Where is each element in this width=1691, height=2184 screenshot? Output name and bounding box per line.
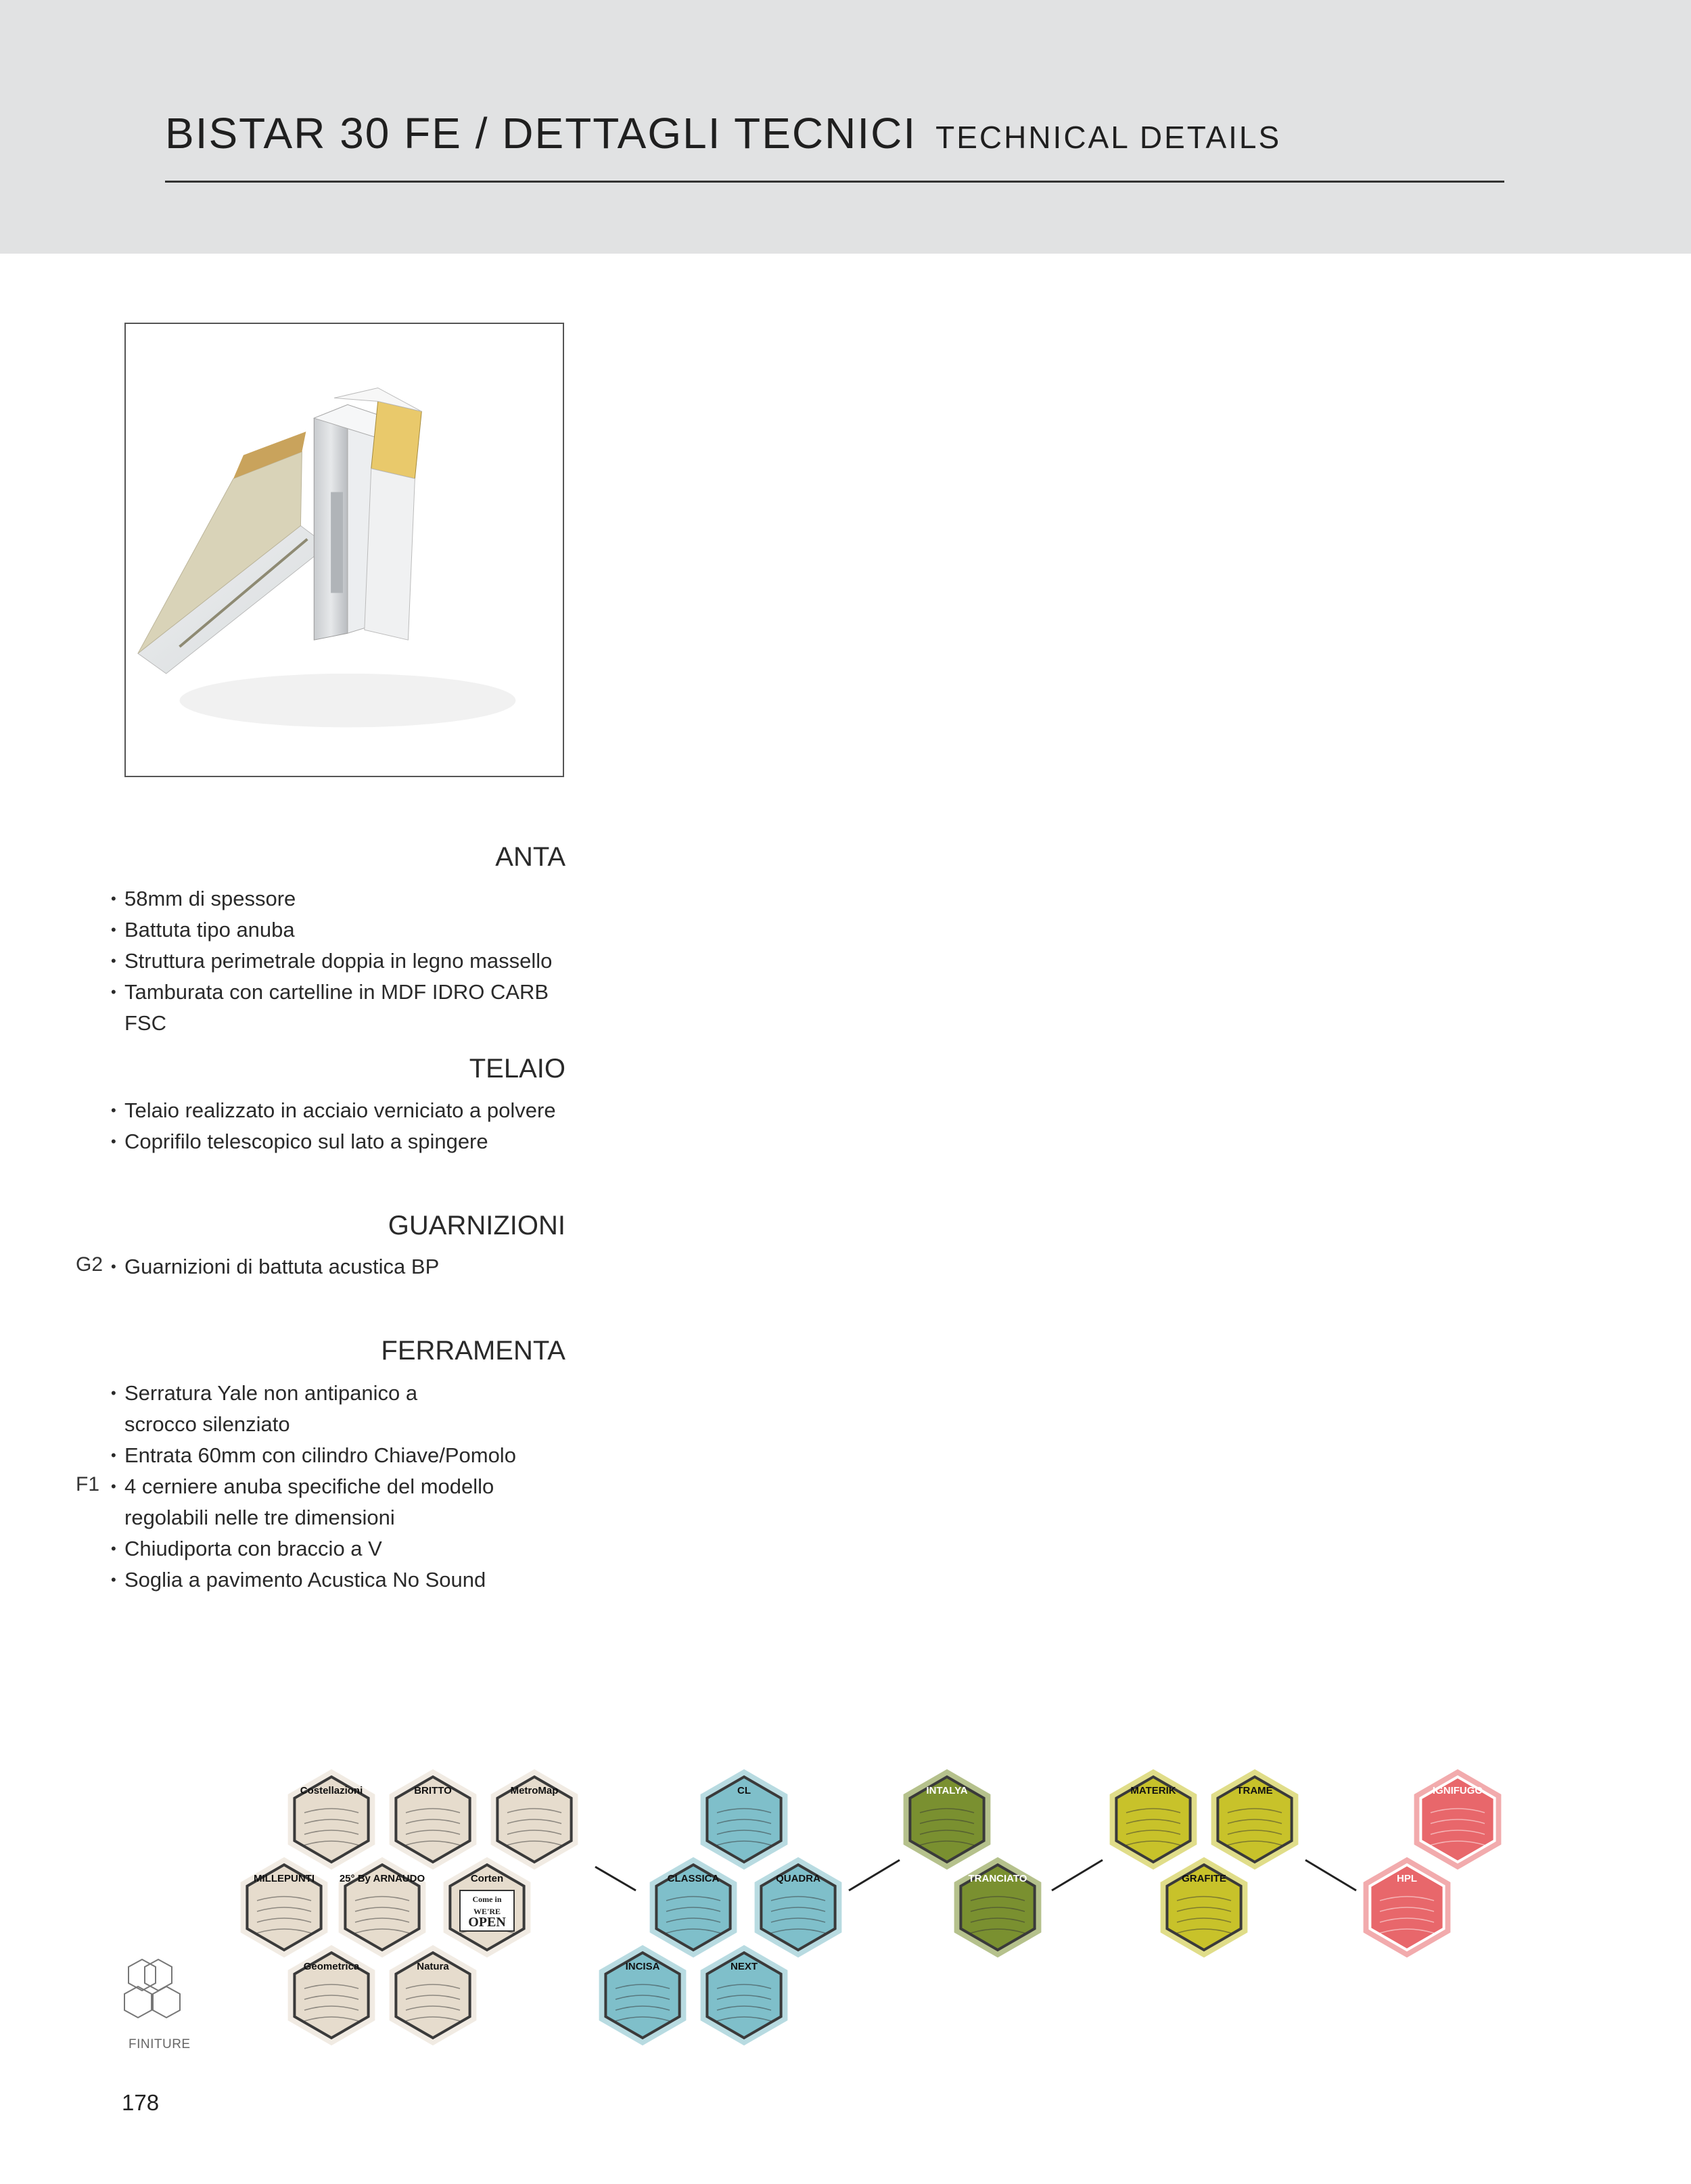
list-item: • Guarnizioni di battuta acustica BP — [111, 1251, 584, 1282]
door-cross-section-image — [124, 323, 564, 777]
finish-badge-geometrica — [289, 1947, 374, 2044]
finish-badge-natura — [391, 1947, 476, 2044]
finish-badge-intalya — [905, 1771, 990, 1868]
list-item-continuation: FSC — [124, 1011, 166, 1035]
finish-label: Corten — [470, 1873, 504, 1884]
list-item: • Serratura Yale non antipanico a — [111, 1378, 584, 1409]
finish-label: MetroMap — [510, 1785, 559, 1796]
finish-label: Natura — [417, 1961, 449, 1972]
spec-list-guarnizioni — [111, 1251, 584, 1282]
spec-list-telaio — [111, 1095, 584, 1157]
list-item: • Tamburata con cartelline in MDF IDRO CARB — [111, 977, 584, 1008]
finish-label: TRAME — [1236, 1785, 1273, 1796]
spec-list-ferramenta-3 — [111, 1533, 584, 1596]
finish-label: GRAFITE — [1182, 1873, 1226, 1884]
title-subtitle: TECHNICAL DETAILS — [935, 120, 1282, 155]
finish-label: INCISA — [625, 1961, 660, 1972]
spec-list-ferramenta — [111, 1378, 584, 1409]
section-heading-anta: ANTA — [495, 842, 565, 872]
spec-code-f1: F1 — [76, 1473, 100, 1495]
spec-list-anta — [111, 883, 584, 1008]
finish-label: Costellazioni — [300, 1785, 363, 1796]
finish-label: QUADRA — [776, 1873, 820, 1884]
finishes-diagram — [0, 1745, 1691, 2063]
title-divider — [165, 181, 1504, 183]
finish-badge-next — [702, 1947, 787, 2044]
finish-label: Geometrica — [303, 1961, 360, 1972]
list-item: • Coprifilo telescopico sul lato a spingere — [111, 1126, 584, 1157]
page-title — [165, 108, 1281, 176]
finish-label: IGNIFUGO — [1432, 1785, 1483, 1796]
finish-badge-millepunti — [242, 1859, 327, 1956]
section-heading-guarnizioni: GUARNIZIONI — [388, 1211, 565, 1240]
finish-label: CLASSICA — [667, 1873, 720, 1884]
list-item-continuation: scrocco silenziato — [124, 1412, 290, 1436]
group-connector-line — [1052, 1860, 1103, 1890]
finish-label: HPL — [1397, 1873, 1417, 1884]
finish-badge-ignifugo — [1416, 1771, 1500, 1868]
finish-badge-grafite — [1162, 1859, 1247, 1956]
finish-label: MATERIK — [1130, 1785, 1176, 1796]
title-main: BISTAR 30 FE / DETTAGLI TECNICI — [165, 109, 917, 158]
list-item: • Struttura perimetrale doppia in legno massello — [111, 946, 584, 977]
finish-badge-cl — [702, 1771, 787, 1868]
list-item: • 58mm di spessore — [111, 883, 584, 914]
list-item: • 4 cerniere anuba specifiche del modello — [111, 1471, 584, 1502]
group-connector-line — [1305, 1860, 1356, 1890]
list-item: • Battuta tipo anuba — [111, 914, 584, 946]
group-connector-line — [849, 1860, 900, 1890]
finish-badge-25-by-arnaudo — [340, 1859, 425, 1956]
finish-label: NEXT — [730, 1961, 758, 1972]
spec-list-ferramenta-2 — [111, 1440, 584, 1502]
finish-badge-quadra — [756, 1859, 841, 1956]
finiture-label: FINITURE — [129, 2037, 191, 2051]
finish-label: 25° By ARNAUDO — [339, 1873, 425, 1884]
corten-sign-text: WE'RE — [473, 1907, 501, 1916]
list-item: • Entrata 60mm con cilindro Chiave/Pomolo — [111, 1440, 584, 1471]
finish-badge-metromap — [492, 1771, 577, 1868]
finish-badge-classica — [651, 1859, 736, 1956]
finish-label: BRITTO — [414, 1785, 452, 1796]
finish-label: CL — [737, 1785, 751, 1796]
finish-badge-britto — [391, 1771, 476, 1868]
finish-badge-incisa — [601, 1947, 685, 2044]
spec-code-g2: G2 — [76, 1253, 103, 1276]
finish-badge-hpl — [1365, 1859, 1450, 1956]
list-item: • Chiudiporta con braccio a V — [111, 1533, 584, 1564]
section-heading-telaio: TELAIO — [469, 1054, 565, 1084]
list-item: • Soglia a pavimento Acustica No Sound — [111, 1564, 584, 1596]
section-heading-ferramenta: FERRAMENTA — [381, 1336, 565, 1366]
corten-sign-text: OPEN — [468, 1915, 506, 1930]
finish-label: TRANCIATO — [968, 1873, 1027, 1884]
finiture-legend-icon — [122, 1958, 203, 2046]
corten-sign-text: Come in — [472, 1895, 502, 1904]
finish-badge-trame — [1213, 1771, 1297, 1868]
list-item: • Telaio realizzato in acciaio verniciato a polvere — [111, 1095, 584, 1126]
finish-badge-materik — [1111, 1771, 1196, 1868]
finish-badge-costellazioni — [289, 1771, 374, 1868]
finish-label: MILLEPUNTI — [254, 1873, 315, 1884]
group-connector-line — [595, 1867, 636, 1890]
page-number: 178 — [122, 2090, 160, 2115]
list-item-continuation: regolabili nelle tre dimensioni — [124, 1506, 395, 1529]
finish-label: INTALYA — [926, 1785, 968, 1796]
finish-badge-tranciato — [956, 1859, 1040, 1956]
